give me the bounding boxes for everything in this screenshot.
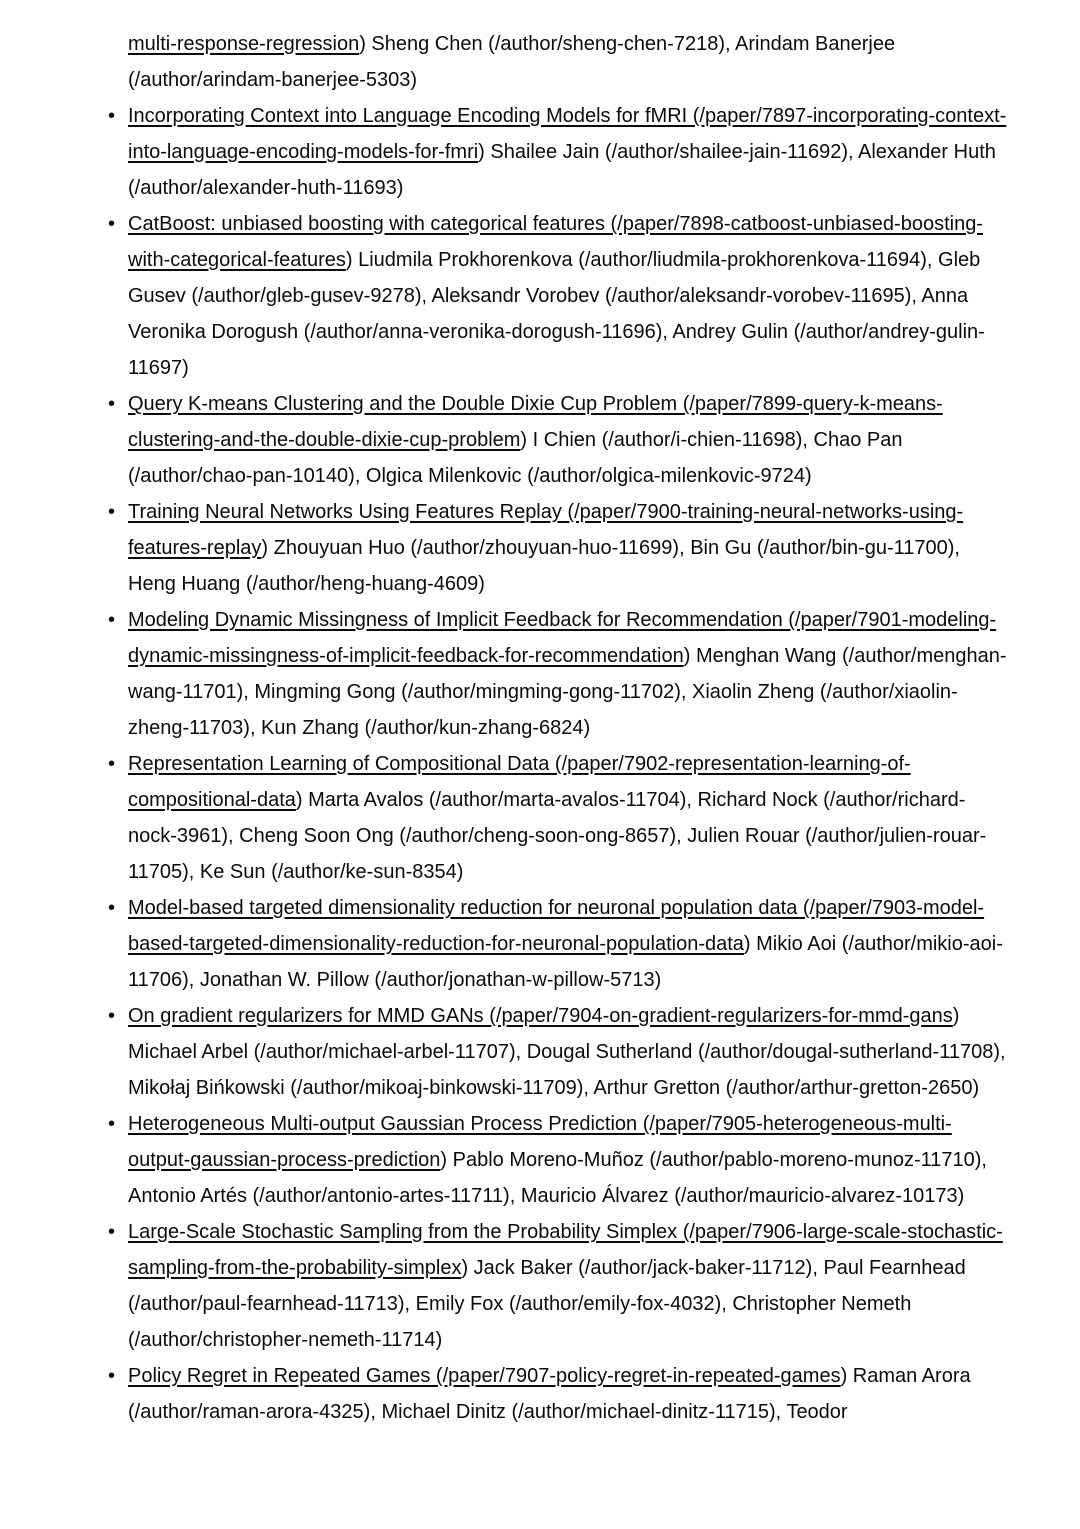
authors-text: ) Liudmila Prokhorenkova (/author/liudmila-prokhorenkova-11694), Gleb Gusev (/author/gleb-gusev-9278), Aleksandr Vorobev (/author/aleksandr-vorobev-11695), Anna Veronika Dorogush (/author/anna-veronika-dorogush-11696), Andrey Gulin (/author/andrey-gulin-11697) [128,249,985,379]
paper-link[interactable]: Heterogeneous Multi-output Gaussian Process Prediction (/paper/7905-heterogeneous-multi-output-gaussian-process-prediction [128,1113,952,1171]
authors-text: ) Pablo Moreno-Muñoz (/author/pablo-moreno-munoz-11710), Antonio Artés (/author/antonio-artes-11711), Mauricio Álvarez (/author/mauricio-alvarez-10173) [128,1149,987,1207]
paper-link[interactable]: CatBoost: unbiased boosting with categorical features (/paper/7898-catboost-unbiased-boosting-with-categorical-features [128,213,983,271]
authors-text: ) Raman Arora (/author/raman-arora-4325), Michael Dinitz (/author/michael-dinitz-11715), Teodor [128,1365,971,1423]
paper-link[interactable]: multi-response-regression [128,33,360,55]
list-item [128,1214,1012,1358]
content-area [128,26,1012,1430]
list-item [128,746,1012,890]
paper-list [128,26,1012,1430]
authors-text: ) Shailee Jain (/author/shailee-jain-11692), Alexander Huth (/author/alexander-huth-11693) [128,141,996,199]
authors-text: ) Sheng Chen (/author/sheng-chen-7218), Arindam Banerjee (/author/arindam-banerjee-5303) [128,33,896,91]
authors-text: ) Michael Arbel (/author/michael-arbel-11707), Dougal Sutherland (/author/dougal-sutherland-11708), Mikołaj Bińkowski (/author/mikoaj-binkowski-11709), Arthur Gretton (/author/arthur-gretton-2650) [128,1005,1006,1099]
list-item [128,602,1012,746]
paper-link[interactable]: Policy Regret in Repeated Games (/paper/7907-policy-regret-in-repeated-games [128,1365,841,1387]
paper-link[interactable]: Incorporating Context into Language Encoding Models for fMRI (/paper/7897-incorporating-context-into-language-encoding-models-for-fmri [128,105,1007,163]
paper-link[interactable]: Large-Scale Stochastic Sampling from the Probability Simplex (/paper/7906-large-scale-stochastic-sampling-from-the-probability-simplex [128,1221,1003,1279]
list-item-continuation [128,26,1012,98]
list-item [128,494,1012,602]
paper-link[interactable]: Representation Learning of Compositional Data (/paper/7902-representation-learning-of-compositional-data [128,753,911,811]
paper-link[interactable]: Query K-means Clustering and the Double Dixie Cup Problem (/paper/7899-query-k-means-clustering-and-the-double-dixie-cup-problem [128,393,943,451]
list-item [128,206,1012,386]
paper-link[interactable]: Training Neural Networks Using Features Replay (/paper/7900-training-neural-networks-using-features-replay [128,501,964,559]
paper-link[interactable]: On gradient regularizers for MMD GANs (/paper/7904-on-gradient-regularizers-for-mmd-gans [128,1005,953,1027]
list-item [128,890,1012,998]
authors-text: ) Mikio Aoi (/author/mikio-aoi-11706), Jonathan W. Pillow (/author/jonathan-w-pillow-5713) [128,933,1003,991]
authors-text: ) Zhouyuan Huo (/author/zhouyuan-huo-11699), Bin Gu (/author/bin-gu-11700), Heng Huang (/author/heng-huang-4609) [128,537,960,595]
list-item [128,1358,1012,1430]
list-item [128,386,1012,494]
list-item [128,998,1012,1106]
authors-text: ) I Chien (/author/i-chien-11698), Chao Pan (/author/chao-pan-10140), Olgica Milenkovic (/author/olgica-milenkovic-9724) [128,429,903,487]
authors-text: ) Jack Baker (/author/jack-baker-11712), Paul Fearnhead (/author/paul-fearnhead-11713), Emily Fox (/author/emily-fox-4032), Christopher Nemeth (/author/christopher-nemeth-11714) [128,1257,966,1351]
authors-text: ) Marta Avalos (/author/marta-avalos-11704), Richard Nock (/author/richard-nock-3961), Cheng Soon Ong (/author/cheng-soon-ong-8657), Julien Rouar (/author/julien-rouar-11705), Ke Sun (/author/ke-sun-8354) [128,789,987,883]
paper-link[interactable]: Model-based targeted dimensionality reduction for neuronal population data (/paper/7903-model-based-targeted-dimensionality-reduction-for-neuronal-population-data [128,897,985,955]
paper-link[interactable]: Modeling Dynamic Missingness of Implicit Feedback for Recommendation (/paper/7901-modeling-dynamic-missingness-of-implicit-feedback-for-recommendation [128,609,997,667]
list-item [128,98,1012,206]
list-item [128,1106,1012,1214]
authors-text: ) Menghan Wang (/author/menghan-wang-11701), Mingming Gong (/author/mingming-gong-11702), Xiaolin Zheng (/author/xiaolin-zheng-11703), Kun Zhang (/author/kun-zhang-6824) [128,645,1007,739]
